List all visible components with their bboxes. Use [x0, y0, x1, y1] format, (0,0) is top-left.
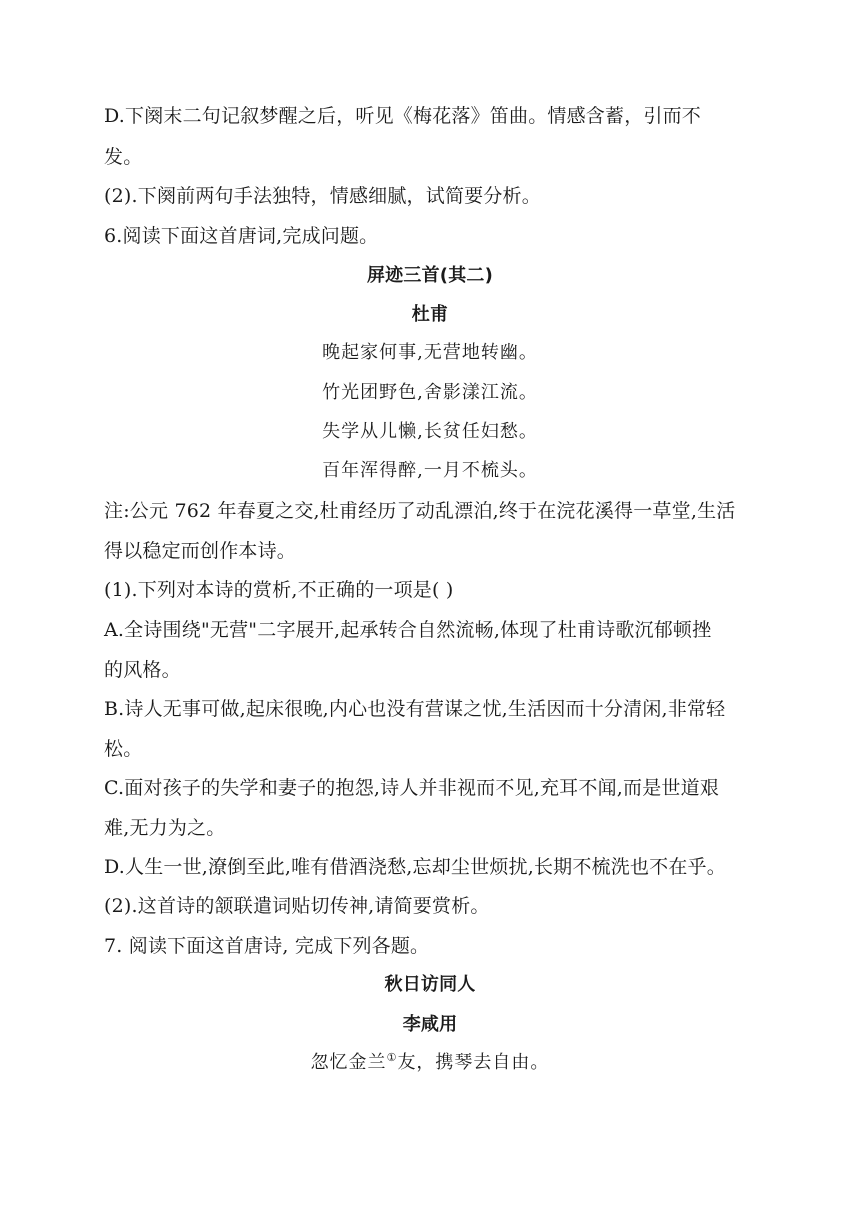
q6-poem-line-2: 竹光团野色,舍影漾江流。	[322, 382, 538, 403]
q6-poem-line-1: 晚起家何事,无营地转幽。	[322, 342, 538, 363]
q6-subquestion-1: (1).下列对本诗的赏析,不正确的一项是( )	[104, 579, 454, 601]
q6-poem-line-3: 失学从儿懒,长贫任妇愁。	[322, 421, 538, 442]
q6-poem-author: 杜甫	[411, 304, 449, 325]
q6-note-line1: 注:公元 762 年春夏之交,杜甫经历了动乱漂泊,终于在浣花溪得一草堂,生活	[104, 500, 736, 522]
q6-option-b-line1: B.诗人无事可做,起床很晚,内心也没有营谋之忧,生活因而十分清闲,非常轻	[104, 698, 726, 720]
q5-option-d-line1: D.下阕末二句记叙梦醒之后，听见《梅花落》笛曲。情感含蓄，引而不	[104, 105, 701, 127]
q6-option-a-line1: A.全诗围绕"无营"二字展开,起承转合自然流畅,体现了杜甫诗歌沉郁顿挫	[104, 619, 712, 641]
q6-poem-line-4: 百年浑得醉,一月不梳头。	[322, 460, 538, 481]
q6-option-c-line1: C.面对孩子的失学和妻子的抱怨,诗人并非视而不见,充耳不闻,而是世道艰	[104, 777, 720, 799]
q6-option-b-line2: 松。	[104, 738, 143, 760]
q6-poem-title: 屏迹三首(其二)	[366, 265, 494, 286]
q7-poem-line-1-part-a: 忽忆金兰	[310, 1052, 387, 1073]
q7-prompt: 7. 阅读下面这首唐诗, 完成下列各题。	[104, 935, 430, 957]
q7-poem-title: 秋日访同人	[384, 974, 476, 995]
q7-poem-line-1	[0, 1051, 860, 1075]
q6-prompt: 6.阅读下面这首唐词,完成问题。	[104, 225, 379, 247]
q7-poem-author: 李咸用	[402, 1014, 458, 1035]
footnote-marker: ①	[386, 1051, 398, 1064]
q6-subquestion-2: (2).这首诗的颔联遣词贴切传神,请简要赏析。	[104, 895, 490, 917]
q6-note-line2: 得以稳定而创作本诗。	[104, 540, 297, 562]
q7-poem-line-1-part-b: 友，携琴去自由。	[397, 1052, 550, 1073]
q5-option-d-line2: 发。	[104, 146, 143, 168]
q6-option-a-line2: 的风格。	[104, 659, 181, 681]
q6-option-c-line2: 难,无力为之。	[104, 817, 226, 839]
q6-option-d: D.人生一世,潦倒至此,唯有借酒浇愁,忘却尘世烦扰,长期不梳洗也不在乎。	[104, 856, 726, 878]
q5-subquestion-2: (2).下阕前两句手法独特，情感细腻，试简要分析。	[104, 185, 541, 207]
